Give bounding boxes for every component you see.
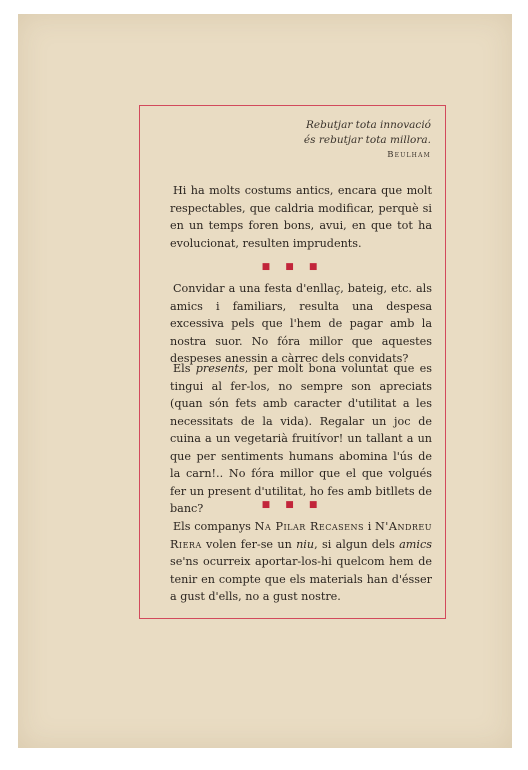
- p4-text-2: i: [363, 520, 376, 533]
- separator-1: ■ ■ ■: [261, 262, 324, 272]
- epigraph-line-2: és rebutjar tota millora.: [303, 134, 431, 146]
- paragraph-1: Hi ha molts costums antics, encara que molt respectables, que caldria modificar, perquè si en un temps foren bons, avui, en que tot ha evolucionat, resulten imprudents.: [170, 184, 432, 250]
- epigraph-line-1: Rebutjar tota innovació: [305, 119, 431, 131]
- niu-emphasis: niu: [296, 537, 315, 551]
- paragraph-2: Convidar a una festa d'enllaç, bateig, etc. als amics i familiars, resulta una despesa excessiva pels que l'hem de pagar amb la nostra suor. No fóra millor que aquestes despeses anessin a càrrec dels convidats?: [170, 282, 432, 365]
- p4-text-4: , si algun dels: [314, 537, 400, 551]
- paragraph-4: [170, 518, 432, 606]
- paragraph-3-start: Els: [173, 362, 196, 375]
- paragraph-3: [170, 360, 432, 518]
- presents-emphasis: presents: [195, 362, 245, 375]
- page-sheet: [18, 14, 512, 748]
- name-pilar: Na Pilar Recasens: [254, 520, 364, 533]
- separator-2: ■ ■ ■: [261, 500, 324, 510]
- text-frame: [139, 105, 446, 619]
- epigraph: [181, 118, 431, 163]
- name-andreu: N'Andreu Riera: [170, 520, 432, 551]
- epigraph-author: Beulham: [387, 150, 431, 160]
- p4-text-1: Els companys: [173, 520, 255, 533]
- paragraph-3-rest: , per molt bona voluntat que es tingui al fer-los, no sempre son apreciats (quan són fets amb caracter d'utilitat a les necessitats de la vida). Regalar un joc de cuina a un vegetarià fruitívor! un tallant a un que per sentiments humans abomina l'ús de la carn!.. No fóra millor que el que volgués fer un present d'utilitat, ho fes amb bitllets de banc?: [170, 362, 432, 515]
- amics-emphasis: amics: [399, 537, 432, 551]
- p4-text-5: se'ns ocurreix aportar-los-hi quelcom hem de tenir en compte que els materials han d'ésser a gust d'ells, no a gust nostre.: [170, 555, 432, 603]
- p4-text-3: volen fer-se un: [201, 537, 297, 551]
